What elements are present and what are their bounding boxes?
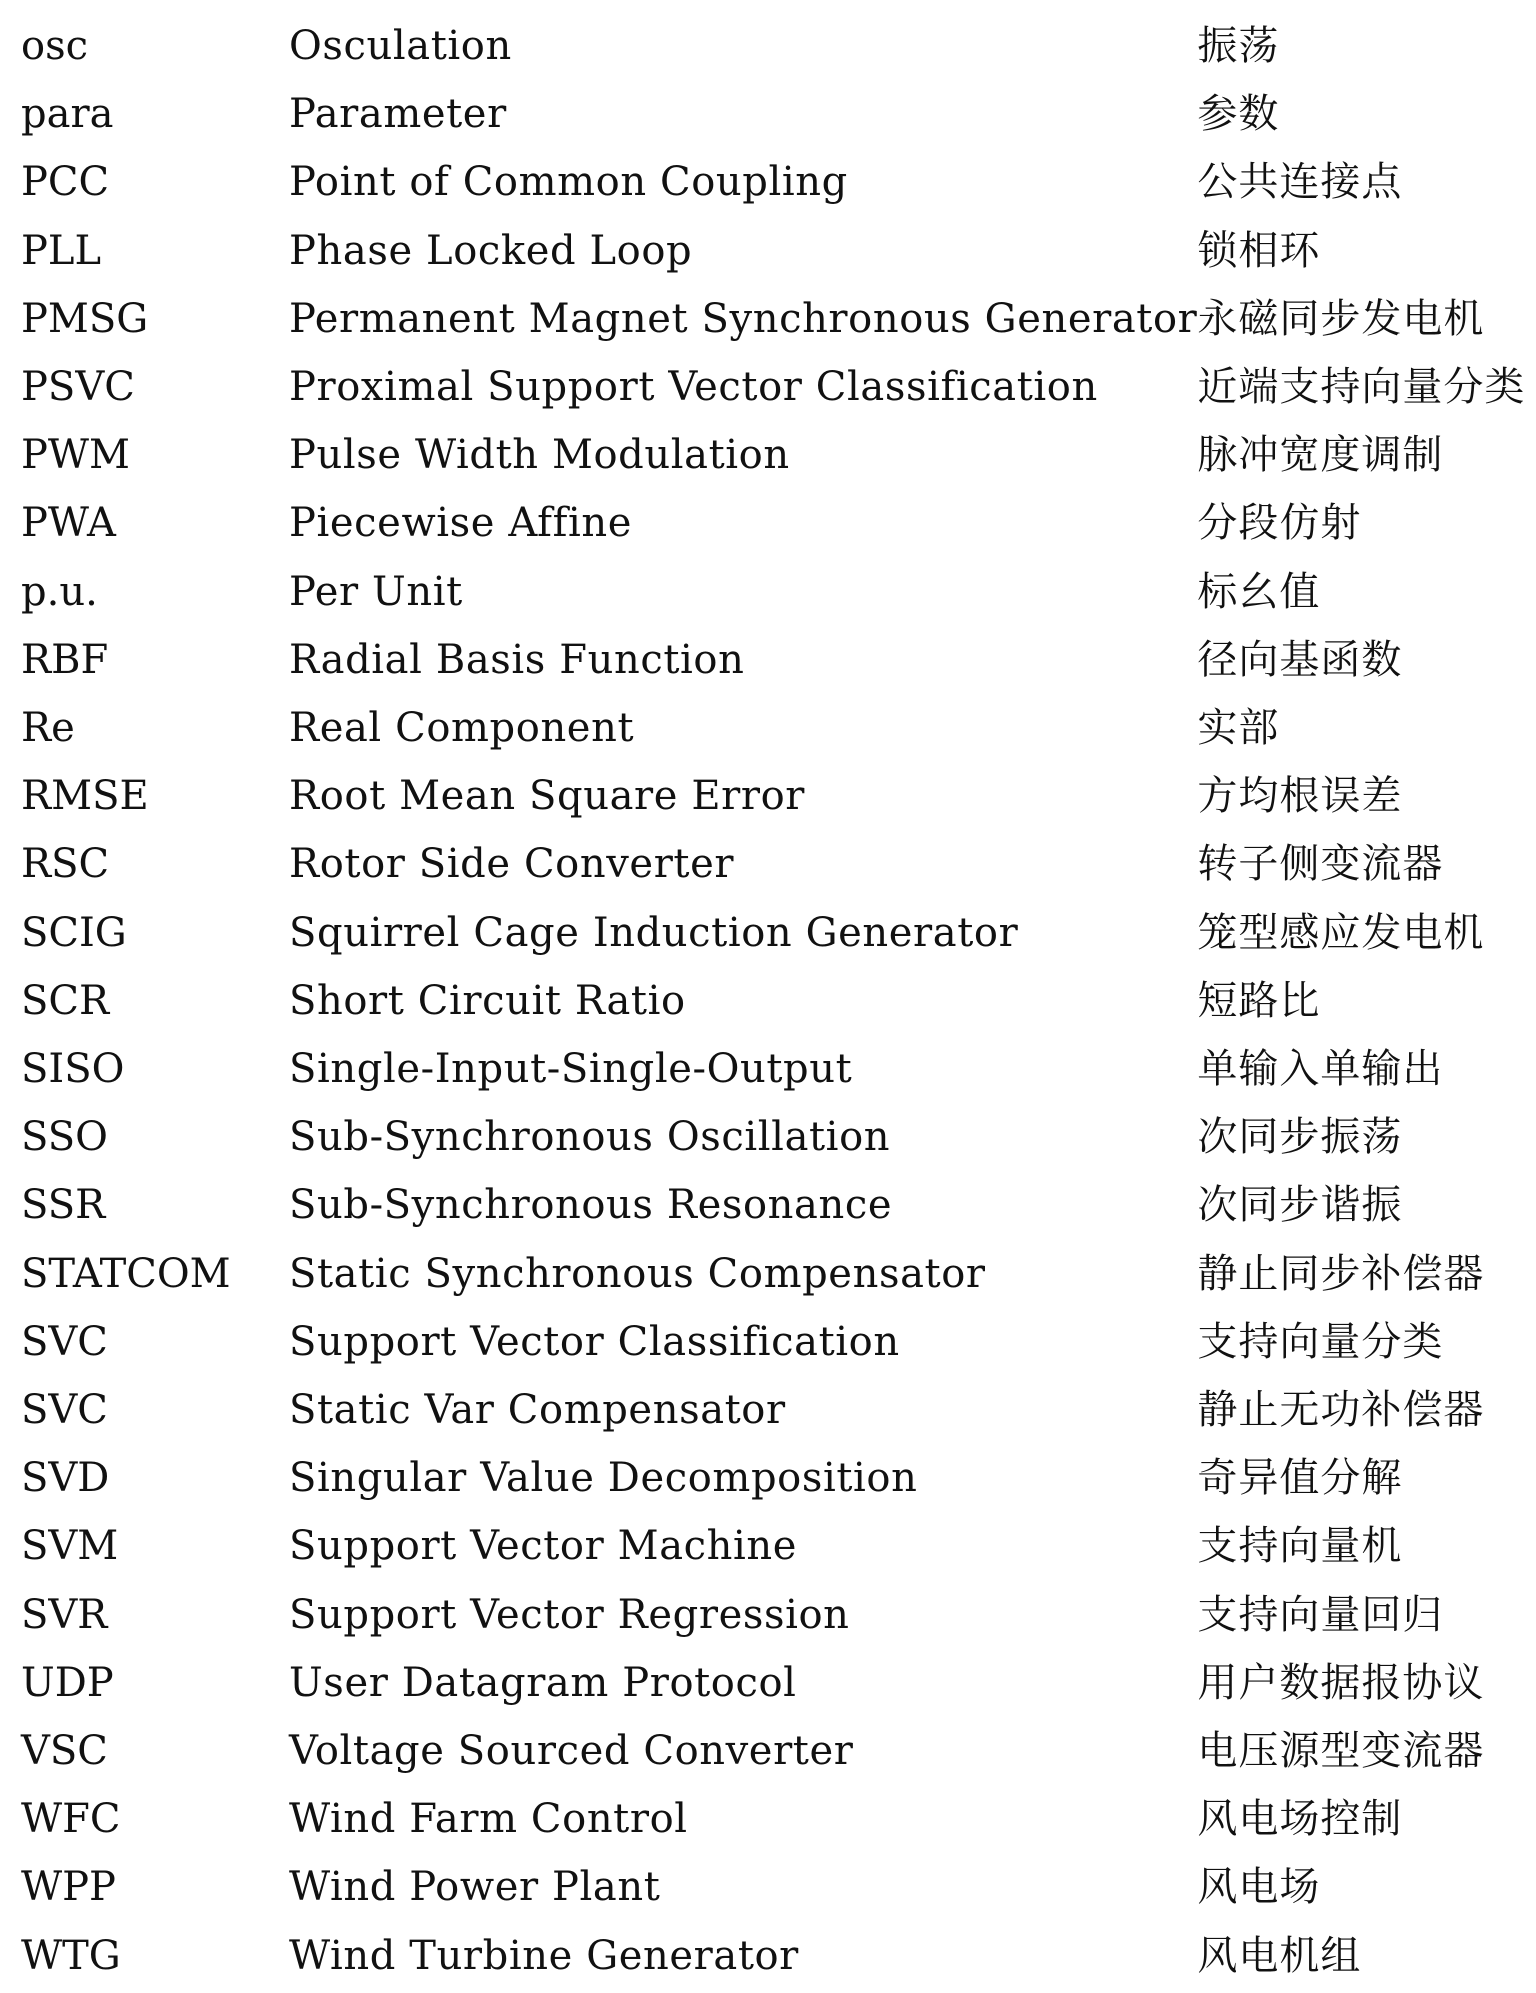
chinese-term-cell: 支持向量机 [1197, 1523, 1403, 1570]
table-row [21, 1717, 1527, 1785]
english-term-cell: Sub-Synchronous Resonance [289, 1182, 893, 1229]
table-row [21, 489, 1527, 557]
abbreviation-table [21, 12, 1527, 1990]
abbreviation-cell: SSR [21, 1182, 106, 1229]
english-term-cell: Support Vector Regression [289, 1591, 850, 1638]
english-term-cell: Proximal Support Vector Classification [289, 364, 1098, 411]
chinese-term-cell: 风电场控制 [1197, 1796, 1403, 1843]
chinese-term-cell: 锁相环 [1197, 227, 1321, 274]
abbreviation-cell: SVC [21, 1387, 108, 1434]
chinese-term-cell: 标幺值 [1197, 568, 1321, 615]
chinese-term-cell: 风电场 [1197, 1864, 1321, 1911]
chinese-term-cell: 短路比 [1197, 977, 1321, 1024]
abbreviation-cell: WTG [21, 1932, 121, 1979]
abbreviation-cell: RBF [21, 636, 109, 683]
abbreviation-cell: osc [21, 23, 89, 69]
chinese-term-cell: 公共连接点 [1197, 159, 1403, 206]
table-row [21, 217, 1527, 285]
chinese-term-cell: 静止同步补偿器 [1197, 1250, 1485, 1297]
chinese-term-cell: 奇异值分解 [1197, 1455, 1403, 1502]
abbreviation-cell: PWA [21, 500, 116, 547]
abbreviation-cell: SVM [21, 1523, 119, 1570]
table-row [21, 967, 1527, 1035]
english-term-cell: Static Synchronous Compensator [289, 1250, 986, 1297]
chinese-term-cell: 实部 [1197, 705, 1280, 752]
abbreviation-cell: SISO [21, 1046, 125, 1093]
chinese-term-cell: 方均根误差 [1197, 773, 1403, 820]
abbreviation-cell: VSC [21, 1728, 108, 1775]
english-term-cell: Single-Input-Single-Output [289, 1046, 853, 1093]
table-row [21, 80, 1527, 148]
english-term-cell: Sub-Synchronous Oscillation [289, 1114, 891, 1161]
chinese-term-cell: 径向基函数 [1197, 636, 1403, 683]
table-row [21, 1444, 1527, 1512]
abbreviation-cell: PWM [21, 432, 130, 479]
table-row [21, 285, 1527, 353]
english-term-cell: Singular Value Decomposition [289, 1455, 918, 1502]
chinese-term-cell: 次同步谐振 [1197, 1182, 1403, 1229]
abbreviation-cell: SSO [21, 1114, 108, 1161]
abbreviation-cell: SCR [21, 977, 110, 1024]
table-row [21, 830, 1527, 898]
table-row [21, 1035, 1527, 1103]
chinese-term-cell: 转子侧变流器 [1197, 841, 1444, 888]
table-row [21, 626, 1527, 694]
abbreviation-cell: PSVC [21, 364, 135, 411]
english-term-cell: Squirrel Cage Induction Generator [289, 909, 1019, 956]
abbreviation-cell: STATCOM [21, 1250, 231, 1297]
table-row [21, 421, 1527, 489]
chinese-term-cell: 笼型感应发电机 [1197, 909, 1485, 956]
chinese-term-cell: 支持向量回归 [1197, 1591, 1444, 1638]
abbreviation-cell: RMSE [21, 773, 149, 820]
english-term-cell: Radial Basis Function [289, 636, 745, 683]
abbreviation-cell: SVR [21, 1591, 108, 1638]
english-term-cell: Root Mean Square Error [289, 773, 805, 820]
chinese-term-cell: 电压源型变流器 [1197, 1728, 1485, 1775]
english-term-cell: Rotor Side Converter [289, 841, 735, 888]
chinese-term-cell: 振荡 [1197, 23, 1280, 69]
table-row [21, 899, 1527, 967]
abbreviation-cell: SVC [21, 1318, 108, 1365]
english-term-cell: Voltage Sourced Converter [289, 1728, 854, 1775]
chinese-term-cell: 单输入单输出 [1197, 1046, 1444, 1093]
chinese-term-cell: 分段仿射 [1197, 500, 1362, 547]
abbreviation-cell: Re [21, 705, 75, 752]
english-term-cell: Permanent Magnet Synchronous Generator [289, 295, 1198, 342]
table-row [21, 353, 1527, 421]
english-term-cell: Phase Locked Loop [289, 227, 693, 274]
table-row [21, 1853, 1527, 1921]
english-term-cell: Wind Turbine Generator [289, 1932, 799, 1979]
abbreviation-cell: SCIG [21, 909, 127, 956]
chinese-term-cell: 静止无功补偿器 [1197, 1387, 1485, 1434]
table-row [21, 694, 1527, 762]
chinese-term-cell: 近端支持向量分类 [1197, 364, 1526, 411]
table-row [21, 1581, 1527, 1649]
chinese-term-cell: 次同步振荡 [1197, 1114, 1403, 1161]
table-row [21, 1512, 1527, 1580]
english-term-cell: Piecewise Affine [289, 500, 633, 547]
abbreviation-table-body [21, 12, 1527, 1990]
abbreviation-cell: PCC [21, 159, 110, 206]
chinese-term-cell: 风电机组 [1197, 1932, 1362, 1979]
table-row [21, 1240, 1527, 1308]
english-term-cell: Support Vector Machine [289, 1523, 798, 1570]
abbreviation-cell: para [21, 91, 114, 138]
english-term-cell: Wind Farm Control [289, 1796, 688, 1843]
abbreviation-cell: UDP [21, 1659, 114, 1706]
chinese-term-cell: 支持向量分类 [1197, 1318, 1444, 1365]
english-term-cell: Pulse Width Modulation [289, 432, 790, 479]
english-term-cell: Short Circuit Ratio [289, 977, 686, 1024]
english-term-cell: Osculation [289, 23, 512, 69]
abbreviation-cell: WPP [21, 1864, 116, 1911]
english-term-cell: Parameter [289, 91, 507, 138]
abbreviation-cell: PLL [21, 227, 102, 274]
english-term-cell: Point of Common Coupling [289, 159, 848, 206]
chinese-term-cell: 永磁同步发电机 [1197, 295, 1485, 342]
table-row [21, 1308, 1527, 1376]
abbreviation-cell: p.u. [21, 568, 98, 615]
abbreviation-cell: PMSG [21, 295, 149, 342]
table-row [21, 1103, 1527, 1171]
english-term-cell: Per Unit [289, 568, 463, 615]
table-row [21, 1785, 1527, 1853]
table-row [21, 1376, 1527, 1444]
english-term-cell: User Datagram Protocol [289, 1659, 797, 1706]
table-row [21, 1649, 1527, 1717]
abbreviation-cell: SVD [21, 1455, 110, 1502]
chinese-term-cell: 用户数据报协议 [1197, 1659, 1485, 1706]
chinese-term-cell: 参数 [1197, 91, 1280, 138]
english-term-cell: Real Component [289, 705, 635, 752]
table-row [21, 762, 1527, 830]
abbreviation-cell: RSC [21, 841, 110, 888]
english-term-cell: Wind Power Plant [289, 1864, 661, 1911]
abbreviation-cell: WFC [21, 1796, 121, 1843]
table-row [21, 558, 1527, 626]
table-row [21, 148, 1527, 216]
english-term-cell: Static Var Compensator [289, 1387, 786, 1434]
table-row [21, 1171, 1527, 1239]
english-term-cell: Support Vector Classification [289, 1318, 900, 1365]
table-row [21, 12, 1527, 80]
chinese-term-cell: 脉冲宽度调制 [1197, 432, 1444, 479]
table-row [21, 1922, 1527, 1990]
